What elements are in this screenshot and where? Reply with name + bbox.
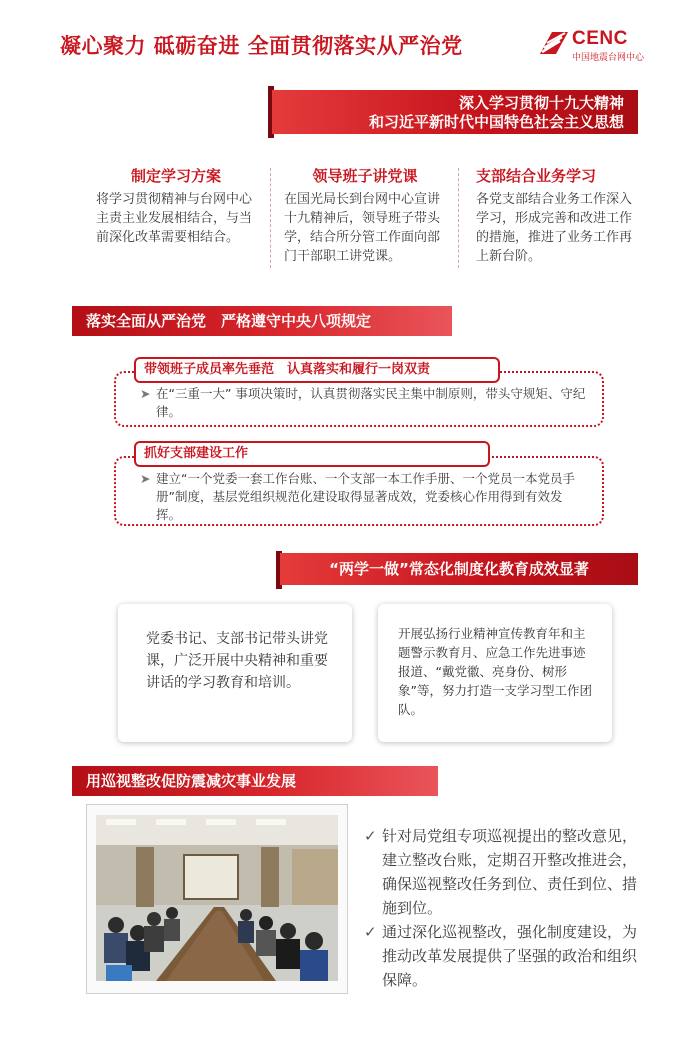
- logo-subtitle: 中国地震台网中心: [572, 53, 645, 63]
- card-left-text: 党委书记、支部书记带头讲党课，广泛开展中央精神和重要讲话的学习教育和培训。: [146, 631, 328, 691]
- check-icon: ✓: [364, 923, 377, 941]
- check-icon: ✓: [364, 827, 377, 845]
- meeting-photo: [96, 815, 338, 981]
- cenc-logo-icon: [538, 28, 570, 60]
- card-right-text: 开展弘扬行业精神宣传教育年和主题警示教育月、应急工作先进事迹报道、“戴党徽、亮身份、树形象”等，努力打造一支学习型工作团队。: [398, 626, 592, 717]
- page-title: 凝心聚力 砥砺奋进 全面贯彻落实从严治党: [60, 34, 463, 58]
- logo-text: CENC: [572, 28, 628, 49]
- column-1-title: 制定学习方案: [130, 167, 221, 185]
- divider: [270, 168, 271, 268]
- section3-banner: “两学一做”常态化制度化教育成效显著: [280, 553, 638, 585]
- item-1-tag: 带领班子成员率先垂范 认真落实和履行一岗双责: [134, 357, 500, 383]
- item-1-text: 在“三重一大” 事项决策时，认真贯彻落实民主集中制原则，带头守规矩、守纪律。: [156, 386, 586, 419]
- point-2-text: 通过深化巡视整改，强化制度建设，为推动改革发展提供了坚强的政治和组织保障。: [382, 923, 638, 989]
- section4-banner: 用巡视整改促防震减灾事业发展: [72, 766, 438, 796]
- card-right: [378, 604, 612, 742]
- column-2: [284, 165, 446, 266]
- section1-banner-line2: 和习近平新时代中国特色社会主义思想: [368, 113, 624, 131]
- card-left: [118, 604, 352, 742]
- point-1-text: 针对局党组专项巡视提出的整改意见，建立整改台账，定期召开整改推进会，确保巡视整改任务到位、责任到位、措施到位。: [382, 827, 638, 917]
- column-3-title: 支部结合业务学习: [476, 167, 597, 185]
- section2-banner: 落实全面从严治党 严格遵守中央八项规定: [72, 306, 452, 336]
- column-1: [96, 165, 256, 247]
- divider: [458, 168, 459, 268]
- item-2-bullet-icon: ➤: [140, 471, 151, 486]
- meeting-room-image: [96, 815, 338, 981]
- item-2-text: 建立“一个党委一套工作台账、一个支部一本工作手册、一个党员一本党员手册”制度，基层党组织规范化建设取得显著成效，党委核心作用得到有效发挥。: [156, 471, 575, 522]
- column-3-text: 各党支部结合业务工作深入学习，形成完善和改进工作的措施，推进了业务工作再上新台阶。: [476, 192, 633, 264]
- column-2-title: 领导班子讲党课: [312, 167, 418, 185]
- column-3: [476, 165, 636, 266]
- section1-banner-line1: 深入学习贯彻十九大精神: [458, 94, 624, 112]
- item-2-tag: 抓好支部建设工作: [134, 441, 490, 467]
- item-1-bullet-icon: ➤: [140, 386, 151, 401]
- column-2-text: 在国光局长到台网中心宣讲十九精神后，领导班子带头学，结合所分管工作面向部门干部职工讲党课。: [284, 192, 441, 264]
- column-1-text: 将学习贯彻精神与台网中心主责主业发展相结合，与当前深化改革需要相结合。: [96, 192, 253, 245]
- section1-banner: [272, 90, 638, 134]
